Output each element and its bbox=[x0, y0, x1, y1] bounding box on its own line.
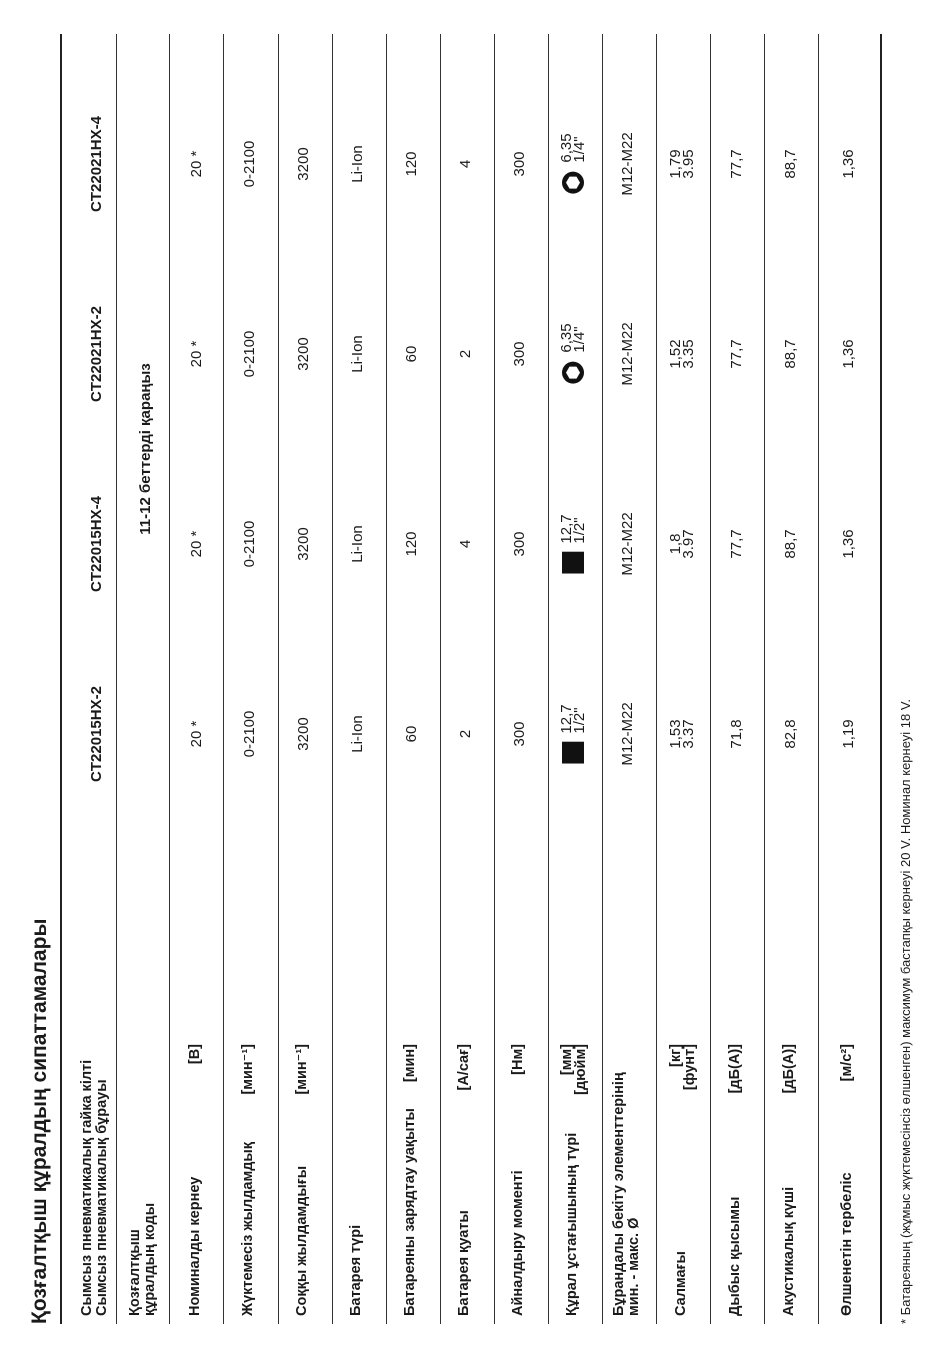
cell: 120 bbox=[403, 151, 420, 177]
row-unit-no-load-speed: [мин⁻¹] bbox=[240, 1044, 256, 1095]
cell: 12,7 1/2" bbox=[560, 704, 586, 763]
cell: 20 * bbox=[188, 340, 205, 368]
cell: 1,36 bbox=[840, 149, 857, 179]
cell: 120 bbox=[403, 531, 420, 557]
cell: 1,36 bbox=[840, 339, 857, 369]
row-label-sound-pressure: Дыбыс қысымы bbox=[727, 1196, 743, 1316]
hex-drive-icon bbox=[561, 171, 585, 195]
row-divider bbox=[818, 34, 819, 1324]
row-unit-vibration: [м/с²] bbox=[839, 1044, 855, 1082]
square-drive-icon bbox=[562, 552, 584, 574]
model-ct22021hx-4: CT22021HX-4 bbox=[88, 116, 105, 212]
cell: 1,19 bbox=[840, 719, 857, 749]
cell: 2 bbox=[457, 349, 474, 359]
cell: 1,52 3.35 bbox=[667, 339, 697, 369]
row-unit-torque: [Нм] bbox=[510, 1044, 526, 1075]
page-title: Қозғалтқыш құралдың сипаттамалары bbox=[28, 918, 51, 1324]
row-unit-sound-power: [дБ(A)] bbox=[781, 1044, 797, 1094]
cell: 0-2100 bbox=[241, 520, 258, 568]
cell: Li-Ion bbox=[349, 335, 366, 373]
cell: Li-Ion bbox=[349, 145, 366, 183]
square-drive-icon bbox=[562, 742, 584, 764]
row-label-battery-type: Батарея түрі bbox=[348, 1224, 364, 1316]
cell: 71,8 bbox=[728, 719, 745, 749]
footnote: * Батареяның (жұмыс жүктемесінсіз өлшенген) максимум бастапқы кернеуі 20 V. Номинал кернеуі 18 V. bbox=[898, 699, 913, 1324]
category-label: Сымсыз пневматикалық гайка кілті Сымсыз пневматикалық бұрауы bbox=[79, 1059, 110, 1316]
row-divider bbox=[602, 34, 603, 1324]
cell: 300 bbox=[511, 151, 528, 177]
row-label-sound-power: Акустикалық күші bbox=[781, 1186, 797, 1316]
row-label-impact-rate: Соққы жылдамдығы bbox=[294, 1165, 310, 1316]
hex-drive-icon bbox=[561, 361, 585, 385]
row-unit-weight: [кг] [фунт] bbox=[668, 1044, 698, 1091]
cell: Li-Ion bbox=[349, 715, 366, 753]
row-divider bbox=[440, 34, 441, 1324]
cell: 3200 bbox=[295, 717, 312, 751]
cell: M12-M22 bbox=[619, 322, 636, 386]
cell: 3200 bbox=[295, 337, 312, 371]
row-unit-battery-capacity: [А/сағ] bbox=[456, 1044, 472, 1091]
cell: M12-M22 bbox=[619, 702, 636, 766]
row-unit-impact-rate: [мин⁻¹] bbox=[294, 1044, 310, 1095]
row-divider bbox=[332, 34, 333, 1324]
row-divider bbox=[656, 34, 657, 1324]
row-divider bbox=[548, 34, 549, 1324]
cell: 0-2100 bbox=[241, 140, 258, 188]
row-divider bbox=[60, 34, 62, 1324]
cell: 300 bbox=[511, 341, 528, 367]
row-label-charge-time: Батареяны зарядтау уақыты bbox=[402, 1108, 418, 1316]
cell: 77,7 bbox=[728, 149, 745, 179]
cell: 1,36 bbox=[840, 529, 857, 559]
row-unit-sound-pressure: [дБ(A)] bbox=[727, 1044, 743, 1094]
code-label: Қозғалтқыш құралдың коды bbox=[127, 1202, 158, 1316]
row-label-vibration: Өлшенетін тербеліс bbox=[839, 1172, 855, 1316]
cell: 4 bbox=[457, 159, 474, 169]
cell: 88,7 bbox=[782, 339, 799, 369]
cell: 3200 bbox=[295, 147, 312, 181]
cell: 0-2100 bbox=[241, 710, 258, 758]
row-label-no-load-speed: Жүктемесіз жылдамдық bbox=[240, 1141, 256, 1316]
row-label-fastener-diameter: Бұрандалы бекіту элементтерінің мин. - макс. Ø bbox=[611, 1072, 642, 1316]
row-divider bbox=[880, 34, 882, 1324]
cell: 77,7 bbox=[728, 339, 745, 369]
cell: M12-M22 bbox=[619, 132, 636, 196]
cell: 60 bbox=[403, 345, 420, 363]
cell: 6,35 1/4" bbox=[560, 323, 586, 384]
cell: 60 bbox=[403, 725, 420, 743]
cell: 3200 bbox=[295, 527, 312, 561]
cell: 88,7 bbox=[782, 149, 799, 179]
row-label-tool-holder: Құрал ұстағышының түрі bbox=[564, 1132, 580, 1316]
cell: 1,8 3.97 bbox=[667, 529, 697, 559]
cell: 20 * bbox=[188, 530, 205, 558]
row-label-voltage: Номиналды кернеу bbox=[187, 1176, 203, 1316]
row-divider bbox=[116, 34, 117, 1324]
row-divider bbox=[386, 34, 387, 1324]
cell: 1,79 3.95 bbox=[667, 149, 697, 179]
row-divider bbox=[223, 34, 224, 1324]
code-note: 11-12 беттерді қараңыз bbox=[137, 363, 154, 535]
cell: 20 * bbox=[188, 720, 205, 748]
cell: 0-2100 bbox=[241, 330, 258, 378]
cell: 12,7 1/2" bbox=[560, 514, 586, 573]
row-label-battery-capacity: Батарея қуаты bbox=[456, 1210, 472, 1316]
model-ct22021hx-2: CT22021HX-2 bbox=[88, 306, 105, 402]
cell: 300 bbox=[511, 531, 528, 557]
cell: 300 bbox=[511, 721, 528, 747]
cell: Li-Ion bbox=[349, 525, 366, 563]
cell: 4 bbox=[457, 539, 474, 549]
row-divider bbox=[710, 34, 711, 1324]
row-label-torque: Айналдыру моменті bbox=[510, 1170, 526, 1316]
row-unit-voltage: [В] bbox=[187, 1044, 203, 1065]
row-unit-tool-holder: [мм] [дюйм] bbox=[559, 1044, 589, 1095]
row-divider bbox=[764, 34, 765, 1324]
model-ct22015hx-2: CT22015HX-2 bbox=[88, 686, 105, 782]
row-divider bbox=[169, 34, 170, 1324]
cell: 20 * bbox=[188, 150, 205, 178]
row-label-weight: Салмағы bbox=[673, 1251, 689, 1316]
row-divider bbox=[278, 34, 279, 1324]
cell: 88,7 bbox=[782, 529, 799, 559]
cell: 82,8 bbox=[782, 719, 799, 749]
model-ct22015hx-4: CT22015HX-4 bbox=[88, 496, 105, 592]
cell: M12-M22 bbox=[619, 512, 636, 576]
cell: 6,35 1/4" bbox=[560, 133, 586, 194]
row-unit-charge-time: [мин] bbox=[402, 1044, 418, 1083]
cell: 1,53 3.37 bbox=[667, 719, 697, 749]
spec-table bbox=[60, 34, 881, 1324]
cell: 77,7 bbox=[728, 529, 745, 559]
cell: 2 bbox=[457, 729, 474, 739]
row-divider bbox=[494, 34, 495, 1324]
